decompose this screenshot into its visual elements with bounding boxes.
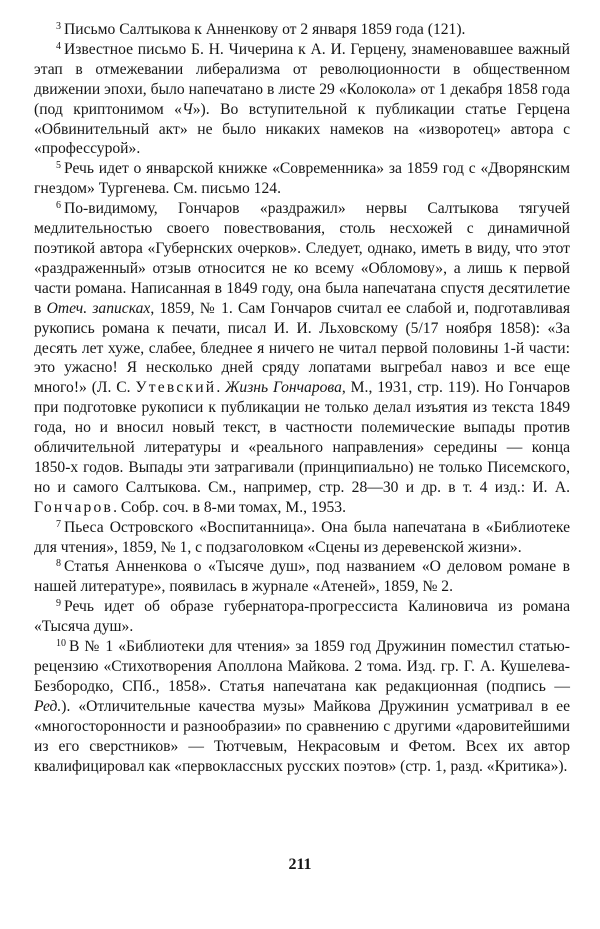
footnote-text: Статья Анненкова о «Тысяче душ», под названием «О деловом романе в нашей литературе», появилась в журнале «Атеней», 1859, № 2. [34, 558, 570, 596]
footnote-text: »). Во вступительной к публикации статье Герцена «Обвинительный акт» не было никаких намеков на «изворотец» автора с «профессурой». [34, 100, 570, 158]
footnote-number: 7 [56, 518, 61, 530]
footnote-text: , М., 1931, стр. 119). Но Гончаров при подготовке рукописи к публикации не только делал изъятия из текста 1849 года, но и вносил новый текст, в частности полемические выпады против обличительной литературы и «реального направления» середины — конца 1850-х годов. Выпады эти затрагивали (принципиально) не только Писемского, но и самого Салтыкова. См., например, стр. 28—30 и др. в т. 4 изд.: И. А. [34, 379, 571, 496]
footnote-number: 6 [56, 200, 61, 212]
book-title: Жизнь Гончарова [225, 379, 342, 397]
footnote-number: 3 [56, 21, 61, 32]
footnote-5 [34, 159, 570, 199]
footnote-text: Речь идет об образе губернатора-прогрессиста Калиновича из романа «Тысяча душ». [34, 598, 570, 636]
footnotes-section [34, 20, 570, 776]
footnote-text: По-видимому, Гончаров «раздражил» нервы Салтыкова тягучей медлительностью своего повествования, столь несхожей с динамичной поэтикой автора «Губернских очерков». Следует, однако, иметь в виду, что этот «раздраженный» отзыв относится не ко всему «Обломову», а лишь к первой части романа. Написанная в 1849 году, она была напечатана спустя десятилетие в [34, 200, 570, 317]
footnote-number: 9 [56, 598, 61, 610]
footnote-9 [34, 597, 570, 637]
footnote-text: . Собр. соч. в 8-ми томах, М., 1953. [113, 498, 346, 516]
footnote-number: 4 [56, 40, 61, 52]
journal-title: Отеч. записках [46, 299, 151, 317]
author-name: Гончаров [34, 498, 114, 516]
footnote-text: . [216, 379, 226, 397]
footnote-number: 10 [56, 638, 66, 650]
author-name: Утевский [135, 379, 217, 397]
footnote-6 [34, 199, 570, 518]
page-number: 211 [288, 856, 312, 873]
footnote-text: ). «Отличительные качества музы» Майкова Дружинин усматривал в ее «многосторонности и разнообразии» по сравнению с другими «даровитейшими из его сверстников» — Тютчевым, Некрасовым и Фетом. Всех их автор квалифицировал как «первоклассных русских поэтов» (стр. 1, разд. «Критика»). [34, 697, 570, 775]
footnote-3 [34, 20, 570, 40]
footnote-text: , 1859, № 1. Сам Гончаров считал ее слабой и, подготавливая рукопись романа к печати, писал И. И. Льховскому (5/17 ноября 1858): «За десять лет хуже, слабее, бледнее я ничего не читал первой половины 1-й части: это ужасно! Я несколько дней сряду лопатами выгребал навоз и все еще много!» (Л. С. [34, 299, 570, 397]
footnote-8 [34, 557, 570, 597]
footnote-text: В № 1 «Библиотеки для чтения» за 1859 год Дружинин поместил статью-рецензию «Стихотворения Аполлона Майкова. 2 тома. Изд. гр. Г. А. Кушелева-Безбородко, СПб., 1858». Статья напечатана как редакционная (подпись — [34, 638, 570, 695]
footnote-text: Письмо Салтыкова к Анненкову от 2 января 1859 года (121). [64, 21, 466, 38]
footnote-text: Пьеса Островского «Воспитанница». Она была напечатана в «Библиотеке для чтения», 1859, № 1, с подзаголовком «Сцены из деревенской жизни». [34, 518, 570, 556]
footnote-number: 8 [56, 558, 61, 570]
footnote-text: Речь идет о январской книжке «Современника» за 1859 год с «Дворянским гнездом» Тургенева. См. письмо 124. [34, 160, 570, 198]
footnote-4 [34, 40, 570, 159]
cryptonym: Ч [181, 100, 193, 118]
footnote-text: Известное письмо Б. Н. Чичерина к А. И. Герцену, знаменовавшее важный этап в отмежевании либерализма от революционности в общественном движении эпохи, было напечатано в листе 29 «Колокола» от 1 декабря 1858 года (под криптонимом « [34, 40, 570, 118]
footnote-number: 5 [56, 160, 61, 172]
signature-abbrev: Ред. [34, 697, 62, 715]
footnote-10 [34, 637, 570, 776]
footnote-7 [34, 518, 570, 558]
